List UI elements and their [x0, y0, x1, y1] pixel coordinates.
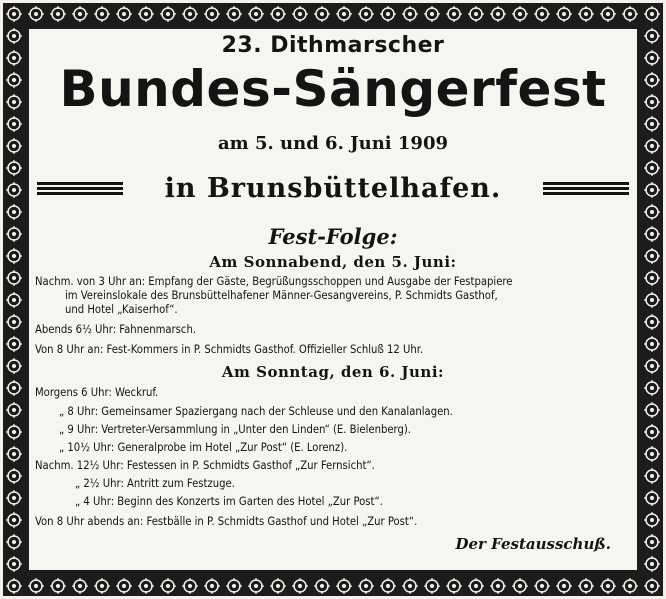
sunday-line: „ 2½ Uhr: Antritt zum Festzuge. [75, 477, 235, 490]
sunday-line: Morgens 6 Uhr: Weckruf. [35, 386, 159, 399]
event-dates: am 5. und 6. Juni 1909 [217, 133, 448, 154]
signature: Der Festausschuß. [455, 535, 611, 553]
saturday-heading: Am Sonnabend, den 5. Juni: [209, 253, 457, 271]
decorative-rule-right [543, 182, 629, 196]
saturday-line: Nachm. von 3 Uhr an: Empfang der Gäste, Begrüßungsschoppen und Ausgabe der Festpapiere [35, 275, 513, 288]
event-place: in Brunsbüttelhafen. [164, 173, 502, 204]
saturday-line: und Hotel „Kaiserhof“. [65, 303, 178, 316]
place-row [29, 169, 637, 209]
sunday-line: Von 8 Uhr abends an: Festbälle in P. Schmidts Gasthof und Hotel „Zur Post“. [35, 515, 418, 528]
saturday-line: im Vereinslokale des Brunsbüttelhafener Männer-Gesangvereins, P. Schmidts Gasthof, [65, 289, 498, 302]
event-title: Bundes-Sängerfest [59, 60, 607, 118]
saturday-line: Von 8 Uhr an: Fest-Kommers in P. Schmidts Gasthof. Offizieller Schluß 12 Uhr. [35, 343, 424, 356]
sunday-line: „ 9 Uhr: Vertreter-Versammlung in „Unter den Linden“ (E. Bielenberg). [59, 423, 411, 436]
sunday-line: „ 8 Uhr: Gemeinsamer Spaziergang nach der Schleuse und den Kanalanlagen. [59, 405, 453, 418]
sunday-line: Nachm. 12½ Uhr: Festessen in P. Schmidts Gasthof „Zur Fernsicht“. [35, 459, 375, 472]
saturday-line: Abends 6½ Uhr: Fahnenmarsch. [35, 323, 197, 336]
sunday-line: „ 4 Uhr: Beginn des Konzerts im Garten des Hotel „Zur Post“. [75, 495, 383, 508]
event-number: 23. Dithmarscher [221, 33, 445, 58]
sunday-heading: Am Sonntag, den 6. Juni: [221, 363, 445, 381]
sunday-line: „ 10½ Uhr: Generalprobe im Hotel „Zur Post“ (E. Lorenz). [59, 441, 348, 454]
ad-content [29, 29, 637, 570]
program-heading: Fest-Folge: [268, 224, 398, 249]
